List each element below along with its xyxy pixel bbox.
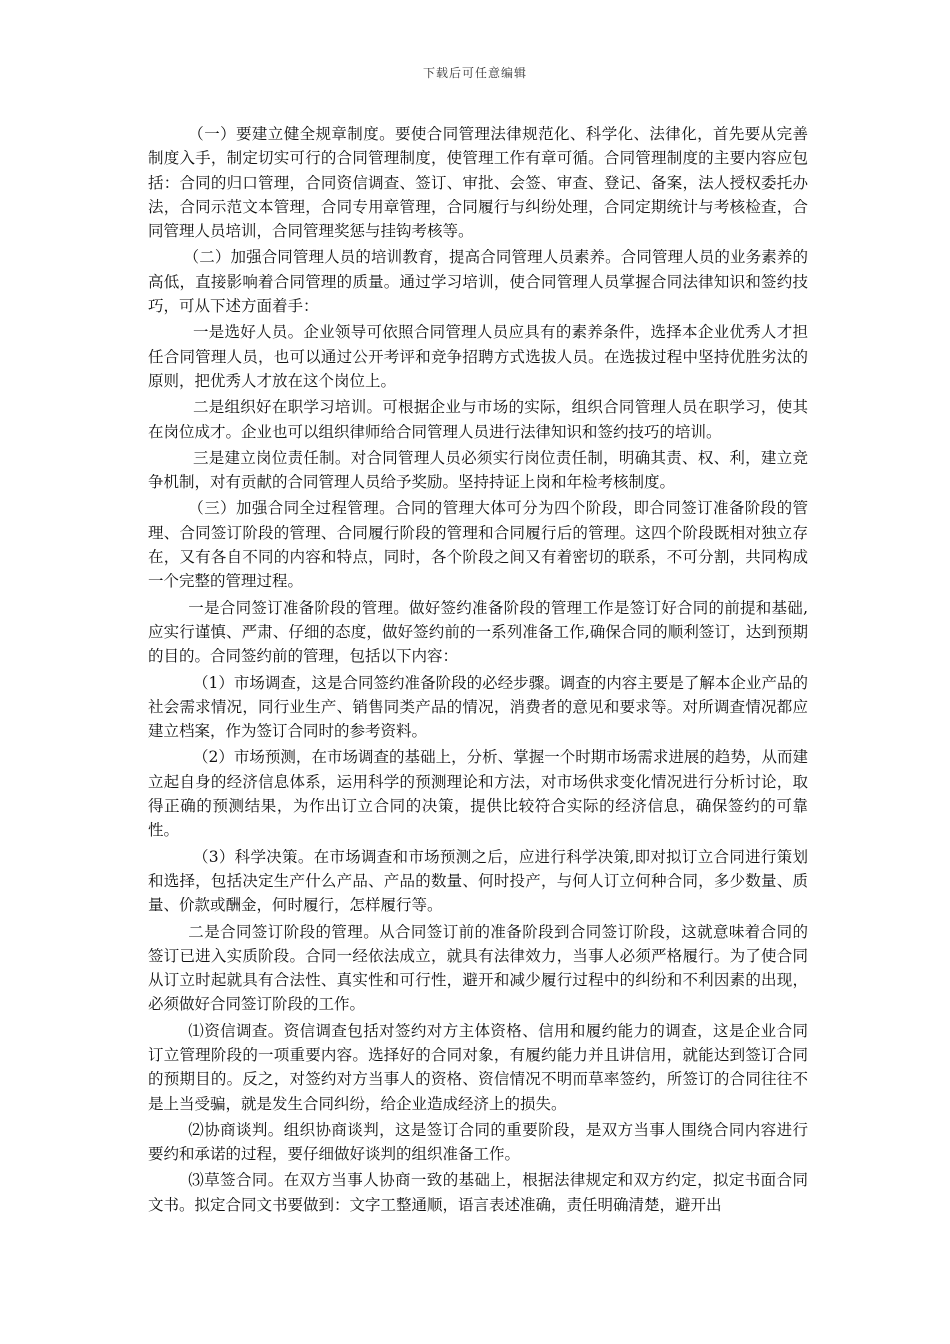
paragraph-4: 二是组织好在职学习培训。可根据企业与市场的实际，组织合同管理人员在职学习，使其在岗位成才。企业也可以组织律师给合同管理人员进行法律知识和签约技巧的培训。 — [148, 398, 808, 441]
paragraph-13: ⑵协商谈判。组织协商谈判，这是签订合同的重要阶段，是双方当事人围绕合同内容进行要约和承诺的过程，要仔细做好谈判的组织准备工作。 — [148, 1120, 808, 1164]
paragraph-10: （3）科学决策。在市场调查和市场预测之后，应进行科学决策,即对拟订立合同进行策划和选择，包括决定生产什么产品、产品的数量、何时投产，与何人订立何种合同，多少数量、质量、价款或酬金，何时履行，怎样履行等。 — [148, 847, 808, 915]
paragraph-8: （1）市场调查，这是合同签约准备阶段的必经步骤。调查的内容主要是了解本企业产品的社会需求情况，同行业生产、销售同类产品的情况，消费者的意见和要求等。对所调查情况都应建立档案，作为签订合同时的参考资料。 — [148, 673, 808, 741]
page-header: 下载后可任意编辑 — [422, 66, 527, 80]
paragraph-7: 一是合同签订准备阶段的管理。做好签约准备阶段的管理工作是签订好合同的前提和基础,应实行谨慎、严肃、仔细的态度，做好签约前的一系列准备工作,确保合同的顺利签订，达到预期的目的。合同签约前的管理，包括以下内容： — [148, 598, 808, 666]
paragraph-9: （2）市场预测，在市场调查的基础上，分析、掌握一个时期市场需求进展的趋势，从而建立起自身的经济信息体系，运用科学的预测理论和方法，对市场供求变化情况进行分析讨论，取得正确的预测结果，为作出订立合同的决策，提供比较符合实际的经济信息，确保签约的可靠性。 — [148, 748, 808, 840]
document-body — [148, 122, 808, 1217]
paragraph-6: （三）加强合同全过程管理。合同的管理大体可分为四个阶段，即合同签订准备阶段的管理、合同签订阶段的管理、合同履行阶段的管理和合同履行后的管理。这四个阶段既相对独立存在，又有各自不同的内容和特点，同时，各个阶段之间又有着密切的联系，不可分割，共同构成一个完整的管理过程。 — [148, 499, 808, 591]
paragraph-12: ⑴资信调查。资信调查包括对签约对方主体资格、信用和履约能力的调查，这是企业合同订立管理阶段的一项重要内容。选择好的合同对象，有履约能力并且讲信用，就能达到签订合同的预期目的。反之，对签约对方当事人的资格、资信情况不明而草率签约，所签订的合同往往不是上当受骗，就是发生合同纠纷，给企业造成经济上的损失。 — [148, 1021, 808, 1113]
paragraph-3: 一是选好人员。企业领导可依照合同管理人员应具有的素养条件，选择本企业优秀人才担任合同管理人员，也可以通过公开考评和竞争招聘方式选拔人员。在选拔过程中坚持优胜劣汰的原则，把优秀人才放在这个岗位上。 — [148, 323, 808, 390]
paragraph-2: （二）加强合同管理人员的培训教育，提高合同管理人员素养。合同管理人员的业务素养的高低，直接影响着合同管理的质量。通过学习培训，使合同管理人员掌握合同法律知识和签约技巧，可从下述方面着手： — [148, 248, 808, 316]
paragraph-14: ⑶草签合同。在双方当事人协商一致的基础上，根据法律规定和双方约定，拟定书面合同文书。拟定合同文书要做到：文字工整通顺，语言表述准确，责任明确清楚，避开出 — [148, 1171, 808, 1214]
paragraph-1: （一）要建立健全规章制度。要使合同管理法律规范化、科学化、法律化，首先要从完善制度入手，制定切实可行的合同管理制度，使管理工作有章可循。合同管理制度的主要内容应包括：合同的归口管理，合同资信调查、签订、审批、会签、审查、登记、备案，法人授权委托办法，合同示范文本管理，合同专用章管理，合同履行与纠纷处理，合同定期统计与考核检查，合同管理人员培训，合同管理奖惩与挂钩考核等。 — [148, 125, 808, 241]
paragraph-5: 三是建立岗位责任制。对合同管理人员必须实行岗位责任制，明确其责、权、利，建立竞争机制，对有贡献的合同管理人员给予奖励。坚持持证上岗和年检考核制度。 — [148, 448, 808, 492]
paragraph-11: 二是合同签订阶段的管理。从合同签订前的准备阶段到合同签订阶段，这就意味着合同的签订已进入实质阶段。合同一经依法成立，就具有法律效力，当事人必须严格履行。为了使合同从订立时起就具有合法性、真实性和可行性，避开和减少履行过程中的纠纷和不利因素的出现，必须做好合同签订阶段的工作。 — [148, 922, 808, 1014]
